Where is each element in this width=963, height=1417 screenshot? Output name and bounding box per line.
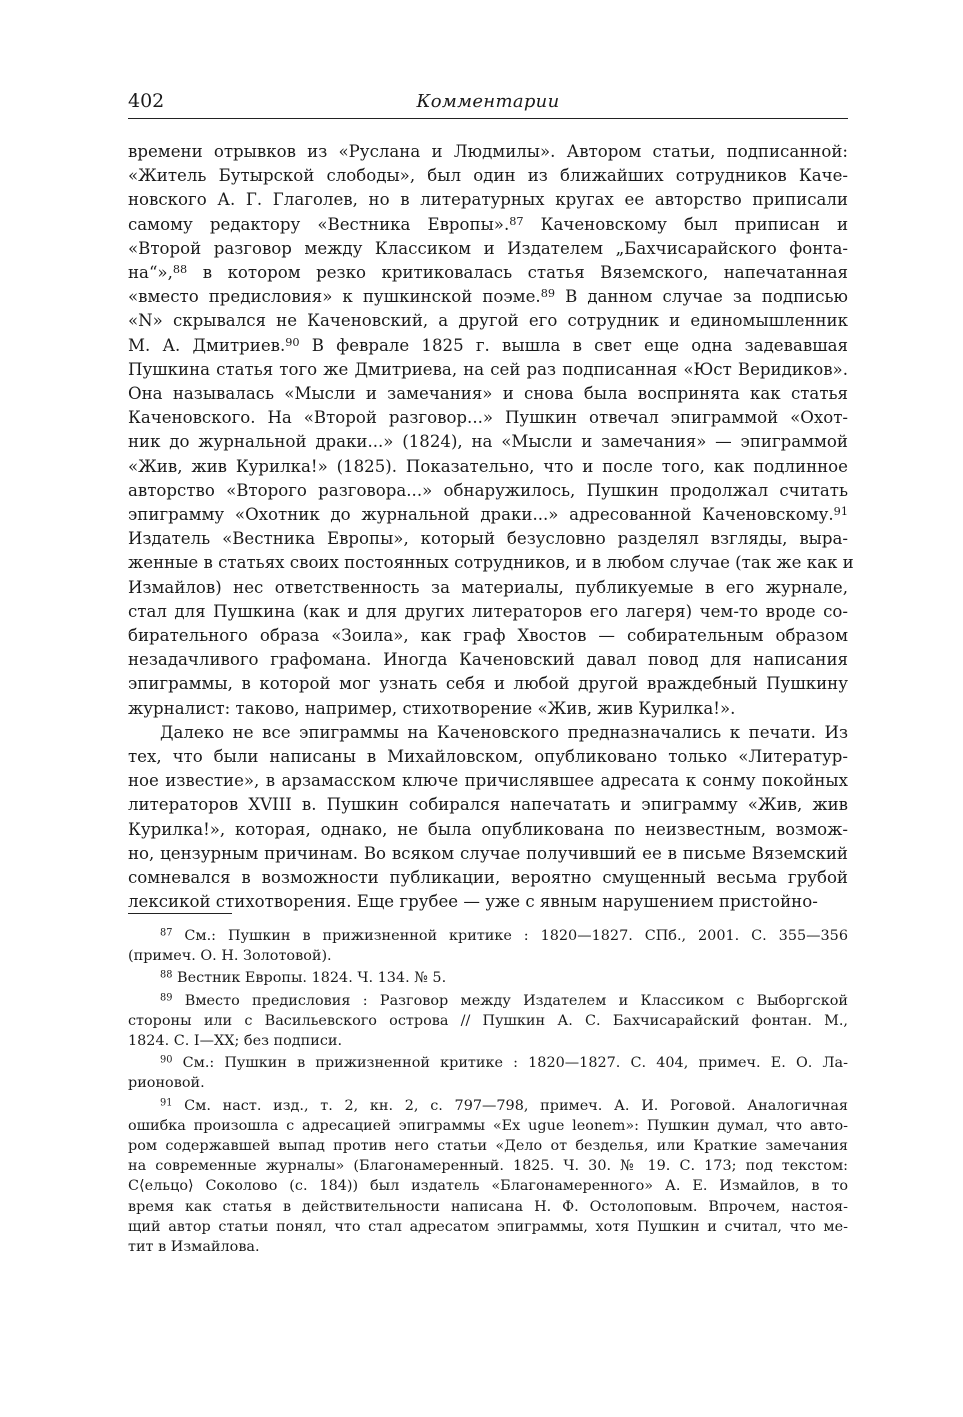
text-line: эпиграммы, в которой мог узнать себя и любой другой враждебный Пушкину [128, 674, 848, 694]
footnote-text: (примеч. О. Н. Золотовой). [128, 948, 332, 965]
text-line: но, цензурным причинам. Во всяком случае получивший ее в письме Вяземский [128, 843, 848, 863]
text-line: сомневался в возможности публикации, вероятно смущенный весьма грубой [128, 868, 848, 888]
footnote-line [128, 1136, 848, 1156]
page-header [128, 88, 848, 118]
text-line: Она называлась «Мысли и замечания» и снова была воспринята как статья [128, 384, 848, 404]
text-line: «Житель Бутырской слободы», был один из ближайших сотрудников Каче- [128, 166, 848, 186]
footnote [128, 991, 848, 1052]
footnote-text: на современные журналы» (Благонамеренный. 1825. Ч. 30. № 19. С. 173; под текстом: [128, 1158, 848, 1175]
footnote-text: Вестник Европы. 1824. Ч. 134. № 5. [177, 970, 447, 987]
running-title: Комментарии [416, 91, 560, 112]
footnote-line [128, 1197, 848, 1217]
footnote-text: 1824. С. I—XX; без подписи. [128, 1033, 343, 1050]
footnote [128, 1053, 848, 1093]
text-line: Измайлов) нес ответственность за материалы, публикуемые в его журнале, [128, 577, 848, 597]
text-line: Каченовского. На «Второй разговор...» Пушкин отвечал эпиграммой «Охот- [128, 408, 848, 428]
footnote-line [128, 991, 848, 1011]
footnote-line [128, 968, 848, 988]
footnote-text: См. наст. изд., т. 2, кн. 2, с. 797—798, примеч. А. И. Роговой. Аналогичная [184, 1097, 848, 1114]
text-line: тех, что были написаны в Михайловском, опубликовано только «Литератур- [128, 747, 848, 767]
footnote-text: стороны или с Васильевского острова // Пушкин А. С. Бахчисарайский фонтан. М., [128, 1012, 848, 1029]
text-line: «вместо предисловия» к пушкинской поэме.$^{89}$ В данном случае за подписью [128, 287, 848, 307]
footnote-line [128, 1156, 848, 1176]
text-line: самому редактору «Вестника Европы».$^{87}$ Каченовскому был приписан и [128, 214, 849, 234]
footnote-line [128, 1217, 848, 1237]
text-line: «Второй разговор между Классиком и Издателем „Бахчисарайского фонта- [128, 238, 848, 258]
footnote-text: тит в Измайлова. [128, 1239, 260, 1256]
text-line: М. А. Дмитриев.$^{90}$ В феврале 1825 г. вышла в свет еще одна задевавшая [128, 335, 848, 355]
text-line: авторство «Второго разговора...» обнаружилось, Пушкин продолжал считать [128, 480, 848, 500]
text-line: Пушкина статья того же Дмитриева, на сей раз подписанная «Юст Веридиков». [128, 359, 848, 379]
footnote-text: См.: Пушкин в прижизненной критике : 1820—1827. СПб., 2001. С. 355—356 [184, 928, 848, 944]
text-line: эпиграмму «Охотник до журнальной драки...» адресованной Каченовскому.$^{91}$ [128, 504, 848, 525]
text-line: стал для Пушкина (как и для других литераторов его лагеря) чем-то вроде со- [128, 601, 848, 621]
footnote-line [128, 1116, 848, 1136]
text-line: новского А. Г. Глаголев, но в литературных кругах ее авторство приписали [128, 190, 848, 210]
footnote-number: 91 [160, 1097, 173, 1109]
footnote-line [128, 1031, 848, 1051]
footnote-text: рионовой. [128, 1075, 205, 1092]
footnote-number: 90 [160, 1054, 173, 1066]
text-line: ное известие», в арзамасском ключе причислявшее адресата к сонму покойных [128, 771, 848, 791]
footnote-line [128, 946, 848, 966]
footnote-line [128, 1011, 848, 1031]
footnote-line [128, 926, 848, 946]
text-line: «N» скрывался не Каченовский, а другой его сотрудник и единомышленник [128, 311, 848, 331]
footnote-text: С⟨ельцо⟩ Соколово (с. 184)) был издатель «Благонамеренного» А. Е. Измайлов, в то [128, 1178, 848, 1195]
footnote-text: См.: Пушкин в прижизненной критике : 1820—1827. С. 404, примеч. Е. О. Ла- [182, 1055, 848, 1072]
header-rule [128, 118, 848, 119]
text-line: лексикой стихотворения. Еще грубее — уже с явным нарушением пристойно- [128, 892, 818, 912]
text-line: времени отрывков из «Руслана и Людмилы». Автором статьи, подписанной: [128, 142, 848, 161]
footnote-number: 87 [160, 927, 173, 939]
footnote-text: ошибка произошла с адресацией эпиграммы «Ex ugue leonem»: Пушкин думал, что авто- [128, 1117, 848, 1134]
footnote-number: 88 [160, 970, 173, 981]
footnote-separator [128, 913, 232, 914]
text-line: бирательного образа «Зоила», как граф Хвостов — собирательным образом [128, 626, 848, 646]
paragraph [128, 721, 848, 915]
text-line: женные в статьях своих постоянных сотрудников, и в любом случае (так же как и [128, 553, 854, 573]
footnotes [128, 926, 848, 1259]
footnote-text: Вместо предисловия : Разговор между Издателем и Классиком с Выборгской [184, 992, 848, 1009]
footnote [128, 926, 848, 966]
text-line: незадачливого графомана. Иногда Каченовский давал повод для написания [128, 650, 848, 670]
footnote [128, 968, 848, 988]
footnote-text: ром содержавшей выпад против него статьи «Дело от безделья, или Краткие замечания [128, 1138, 848, 1155]
main-text [128, 140, 854, 915]
text-line: Издатель «Вестника Европы», который безусловно разделял взгляды, выра- [128, 529, 848, 549]
footnote-line [128, 1176, 848, 1196]
paragraph [128, 140, 854, 721]
text-line: Далеко не все эпиграммы на Каченовского предназначались к печати. Из [160, 722, 848, 742]
footnote-text: время как статья в действительности написана Н. Ф. Остолоповым. Впрочем, настоя- [128, 1198, 848, 1215]
footnote-line [128, 1073, 848, 1093]
text-line: журналист: таково, например, стихотворение «Жив, жив Курилка!». [128, 698, 736, 718]
footnote-number: 89 [160, 992, 173, 1004]
footnote-line [128, 1096, 848, 1116]
text-line: «Жив, жив Курилка!» (1825). Показательно, что и после того, как подлинное [128, 456, 848, 476]
text-line: литераторов XVIII в. Пушкин собирался напечатать и эпиграмму «Жив, жив [128, 795, 848, 815]
text-line: на“»,$^{88}$ в котором резко критиковалась статья Вяземского, напечатанная [128, 262, 848, 283]
text-line: Курилка!», которая, однако, не была опубликована по неизвестным, возмож- [128, 819, 848, 839]
page-number: 402 [128, 90, 165, 112]
footnote [128, 1096, 848, 1258]
footnote-line [128, 1053, 848, 1073]
footnote-line [128, 1237, 848, 1257]
footnote-text: щий автор статьи понял, что стал адресатом эпиграммы, хотя Пушкин и считал, что ме- [128, 1218, 848, 1235]
text-line: ник до журнальной драки...» (1824), на «Мысли и замечания» — эпиграммой [128, 432, 848, 452]
